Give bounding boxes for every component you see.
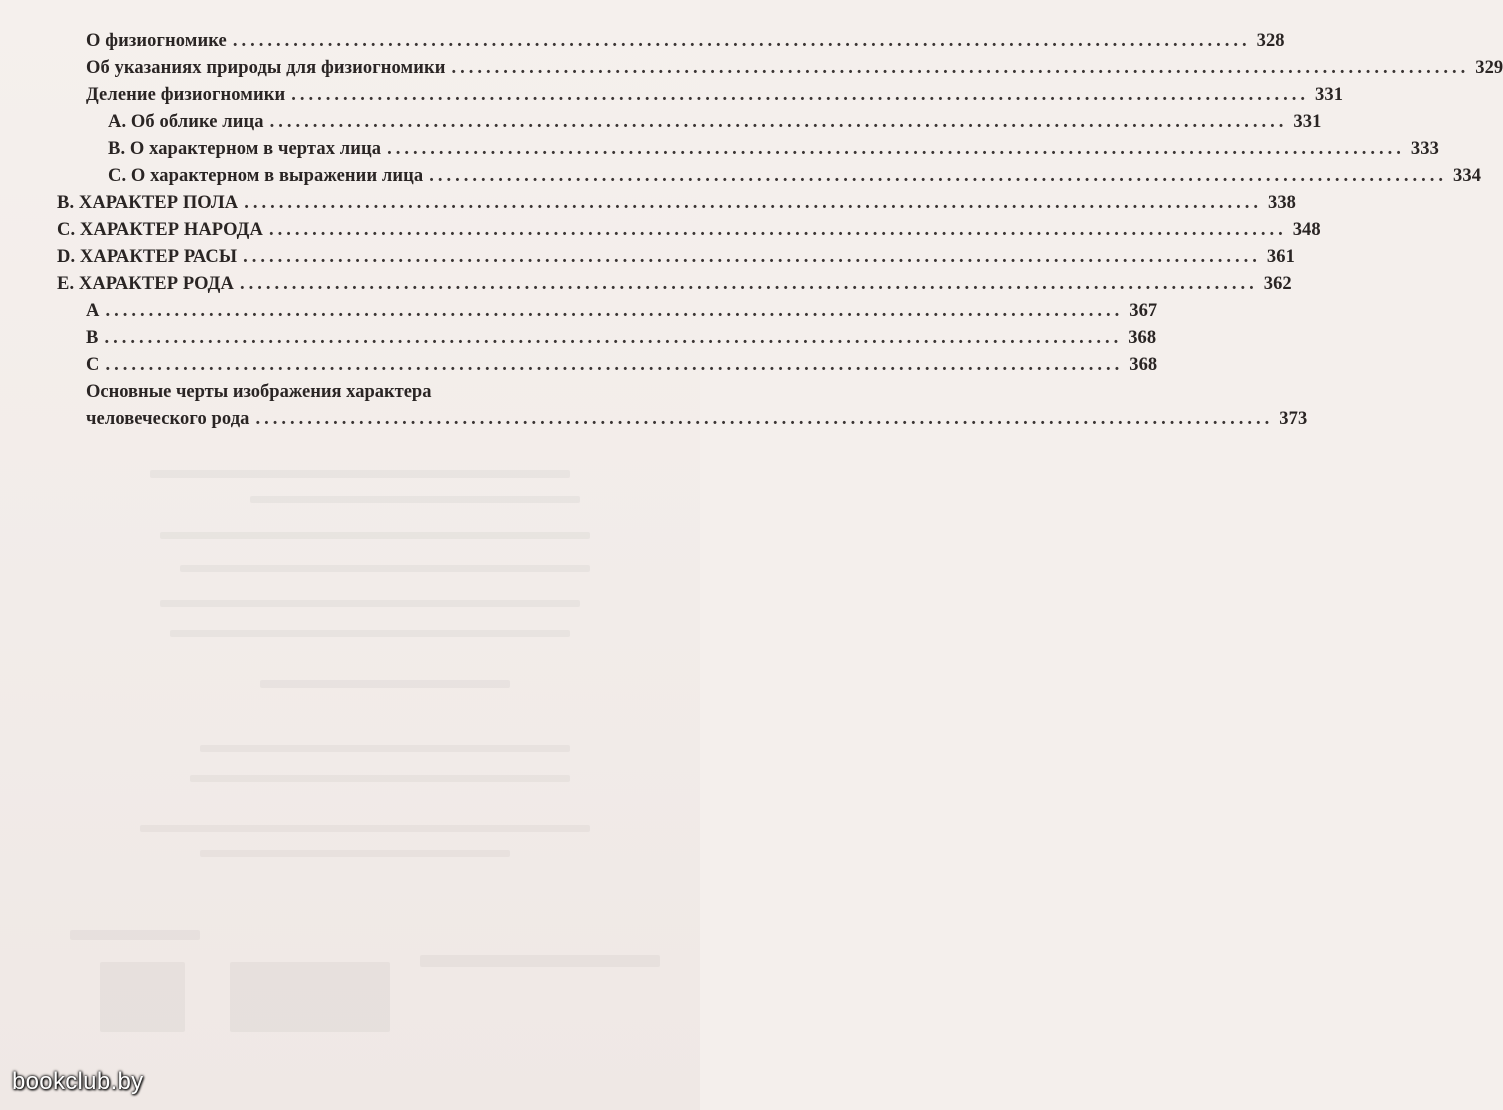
dot-leader: ...................................................................................................................... bbox=[387, 139, 1405, 159]
toc-entry bbox=[0, 325, 1157, 352]
bleed-through-mark bbox=[230, 962, 390, 1032]
toc-page-number: 329 bbox=[1475, 58, 1503, 78]
dot-leader: ...................................................................................................................... bbox=[232, 31, 1251, 51]
bleed-through-mark bbox=[200, 850, 510, 857]
dot-leader: ...................................................................................................................... bbox=[255, 409, 1274, 429]
dot-leader: ...................................................................................................................... bbox=[269, 112, 1288, 132]
dot-leader: ...................................................................................................................... bbox=[239, 274, 1258, 294]
toc-page-number: 328 bbox=[1256, 31, 1285, 51]
dot-leader: ...................................................................................................................... bbox=[244, 193, 1262, 213]
dot-leader: ...................................................................................................................... bbox=[451, 58, 1470, 78]
toc-entry-title-continued: человеческого рода bbox=[86, 409, 250, 429]
toc-page-number: 367 bbox=[1129, 301, 1158, 321]
dot-leader: ...................................................................................................................... bbox=[105, 355, 1124, 375]
toc-entry bbox=[0, 298, 1158, 325]
toc-entry-title: В bbox=[86, 328, 99, 348]
dot-leader: ...................................................................................................................... bbox=[268, 220, 1287, 240]
toc-page-number: 338 bbox=[1267, 193, 1297, 213]
toc-entry bbox=[0, 163, 1482, 190]
toc-entry bbox=[0, 271, 1292, 298]
dot-leader: ...................................................................................................................... bbox=[429, 166, 1448, 186]
toc-entry-title: Деление физиогномики bbox=[86, 85, 286, 105]
toc-entry bbox=[0, 217, 1321, 244]
dot-leader: ...................................................................................................................... bbox=[104, 328, 1123, 348]
bleed-through-mark bbox=[160, 600, 580, 607]
toc-entry-title: С. О характерном в выражении лица bbox=[108, 166, 424, 186]
site-watermark: bookclub.by bbox=[12, 1068, 144, 1095]
toc-page-number: 331 bbox=[1293, 112, 1322, 132]
bleed-through-mark bbox=[100, 962, 185, 1032]
toc-entry bbox=[0, 406, 1308, 433]
toc-page-number: 334 bbox=[1453, 166, 1482, 186]
bleed-through-mark bbox=[140, 825, 590, 832]
toc-entry-title: Е. ХАРАКТЕР РОДА bbox=[57, 274, 234, 294]
bleed-through-mark bbox=[150, 470, 570, 478]
toc-entry-wrapped-first-line bbox=[0, 379, 700, 406]
bleed-through-mark bbox=[250, 496, 580, 503]
bleed-through-mark bbox=[190, 775, 570, 782]
toc-entry bbox=[0, 352, 1158, 379]
toc-entry bbox=[0, 82, 1344, 109]
table-of-contents bbox=[0, 28, 1503, 433]
toc-page-number: 368 bbox=[1129, 355, 1158, 375]
toc-page-number: 368 bbox=[1128, 328, 1157, 348]
toc-page-number: 348 bbox=[1292, 220, 1321, 240]
bleed-through-mark bbox=[170, 630, 570, 637]
bleed-through-mark bbox=[70, 930, 200, 940]
dot-leader: ...................................................................................................................... bbox=[291, 85, 1309, 105]
toc-page-number: 362 bbox=[1263, 274, 1292, 294]
toc-entry bbox=[0, 55, 1503, 82]
dot-leader: ...................................................................................................................... bbox=[105, 301, 1124, 321]
toc-entry-title: В. О характерном в чертах лица bbox=[108, 139, 382, 159]
bleed-through-mark bbox=[160, 532, 590, 539]
toc-entry-title: Основные черты изображения характера bbox=[86, 382, 432, 402]
bleed-through-mark bbox=[260, 680, 510, 688]
toc-entry bbox=[0, 190, 1297, 217]
bleed-through-mark bbox=[180, 565, 590, 572]
toc-page-number: 333 bbox=[1410, 139, 1439, 159]
toc-page-number: 361 bbox=[1266, 247, 1295, 267]
toc-page-number: 331 bbox=[1315, 85, 1344, 105]
toc-entry-title: О физиогномике bbox=[86, 31, 227, 51]
toc-entry bbox=[0, 244, 1295, 271]
toc-entry bbox=[0, 136, 1439, 163]
bleed-through-mark bbox=[420, 955, 660, 967]
toc-entry bbox=[0, 109, 1322, 136]
toc-entry bbox=[0, 28, 1285, 55]
dot-leader: ...................................................................................................................... bbox=[243, 247, 1261, 267]
toc-entry-title: А bbox=[86, 301, 100, 321]
toc-entry-title: С. ХАРАКТЕР НАРОДА bbox=[57, 220, 263, 240]
bleed-through-mark bbox=[200, 745, 570, 752]
toc-entry-title: В. ХАРАКТЕР ПОЛА bbox=[57, 193, 239, 213]
toc-entry-title: С bbox=[86, 355, 100, 375]
toc-entry-title: А. Об облике лица bbox=[108, 112, 264, 132]
toc-entry-title: D. ХАРАКТЕР РАСЫ bbox=[57, 247, 238, 267]
toc-entry-title: Об указаниях природы для физиогномики bbox=[86, 58, 446, 78]
toc-page-number: 373 bbox=[1279, 409, 1308, 429]
